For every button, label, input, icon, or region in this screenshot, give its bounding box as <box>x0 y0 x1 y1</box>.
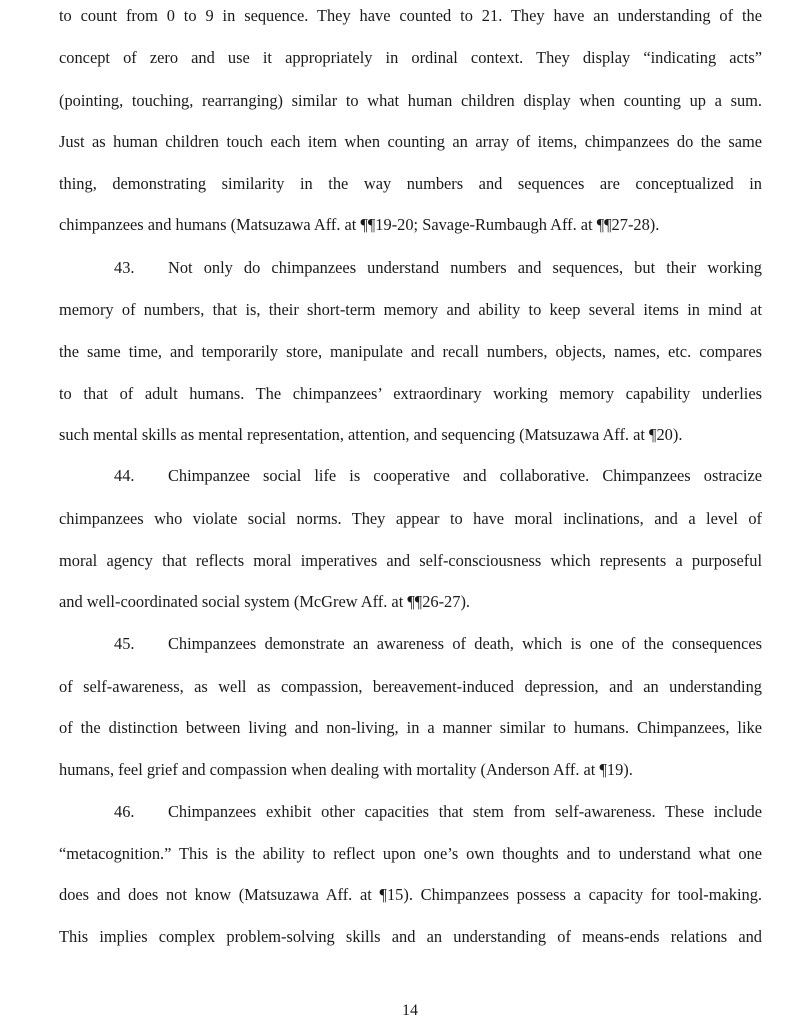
text-line: to that of adult humans. The chimpanzees’ extraordinary working memory capability underlies <box>59 384 762 403</box>
text-line: chimpanzees and humans (Matsuzawa Aff. at ¶¶19-20; Savage-Rumbaugh Aff. at ¶¶27-28). <box>59 215 660 234</box>
text-line: such mental skills as mental representation, attention, and sequencing (Matsuzawa Aff. at ¶20). <box>59 425 683 444</box>
paragraph-number: 45. <box>114 634 135 653</box>
text-line: concept of zero and use it appropriately in ordinal context. They display “indicating acts” <box>59 48 762 67</box>
paragraph-46-first-line <box>114 802 762 822</box>
paragraph-number: 44. <box>114 466 135 485</box>
text-line: Just as human children touch each item when counting an array of items, chimpanzees do the same <box>59 132 762 151</box>
page-number: 14 <box>402 1002 418 1019</box>
text-line: Chimpanzees demonstrate an awareness of death, which is one of the consequences <box>168 634 762 653</box>
text-line: This implies complex problem-solving skills and an understanding of means-ends relations and <box>59 927 762 946</box>
text-line: (pointing, touching, rearranging) similar to what human children display when counting up a sum. <box>59 91 762 110</box>
text-line: humans, feel grief and compassion when dealing with mortality (Anderson Aff. at ¶19). <box>59 760 633 779</box>
paragraph-number: 46. <box>114 802 135 821</box>
text-line: Chimpanzees exhibit other capacities that stem from self-awareness. These include <box>168 802 762 821</box>
text-line: “metacognition.” This is the ability to reflect upon one’s own thoughts and to understand what one <box>59 844 762 863</box>
paragraph-45-first-line <box>114 634 762 654</box>
paragraph-number: 43. <box>114 258 135 277</box>
text-line: Not only do chimpanzees understand numbers and sequences, but their working <box>168 258 762 277</box>
text-line: Chimpanzee social life is cooperative and collaborative. Chimpanzees ostracize <box>168 466 762 485</box>
text-line: of self-awareness, as well as compassion, bereavement-induced depression, and an understanding <box>59 677 762 696</box>
paragraph-44-first-line <box>114 466 762 486</box>
text-line: does and does not know (Matsuzawa Aff. at ¶15). Chimpanzees possess a capacity for tool-making. <box>59 885 762 904</box>
text-line: thing, demonstrating similarity in the way numbers and sequences are conceptualized in <box>59 174 762 193</box>
text-line: of the distinction between living and non-living, in a manner similar to humans. Chimpanzees, like <box>59 718 762 737</box>
paragraph-43-first-line <box>114 258 762 278</box>
text-line: memory of numbers, that is, their short-term memory and ability to keep several items in mind at <box>59 300 762 319</box>
text-line: chimpanzees who violate social norms. They appear to have moral inclinations, and a level of <box>59 509 762 528</box>
text-line: to count from 0 to 9 in sequence. They have counted to 21. They have an understanding of the <box>59 6 762 25</box>
text-line: and well-coordinated social system (McGrew Aff. at ¶¶26-27). <box>59 592 470 611</box>
text-line: the same time, and temporarily store, manipulate and recall numbers, objects, names, etc. compares <box>59 342 762 361</box>
text-line: moral agency that reflects moral imperatives and self-consciousness which represents a purposeful <box>59 551 762 570</box>
